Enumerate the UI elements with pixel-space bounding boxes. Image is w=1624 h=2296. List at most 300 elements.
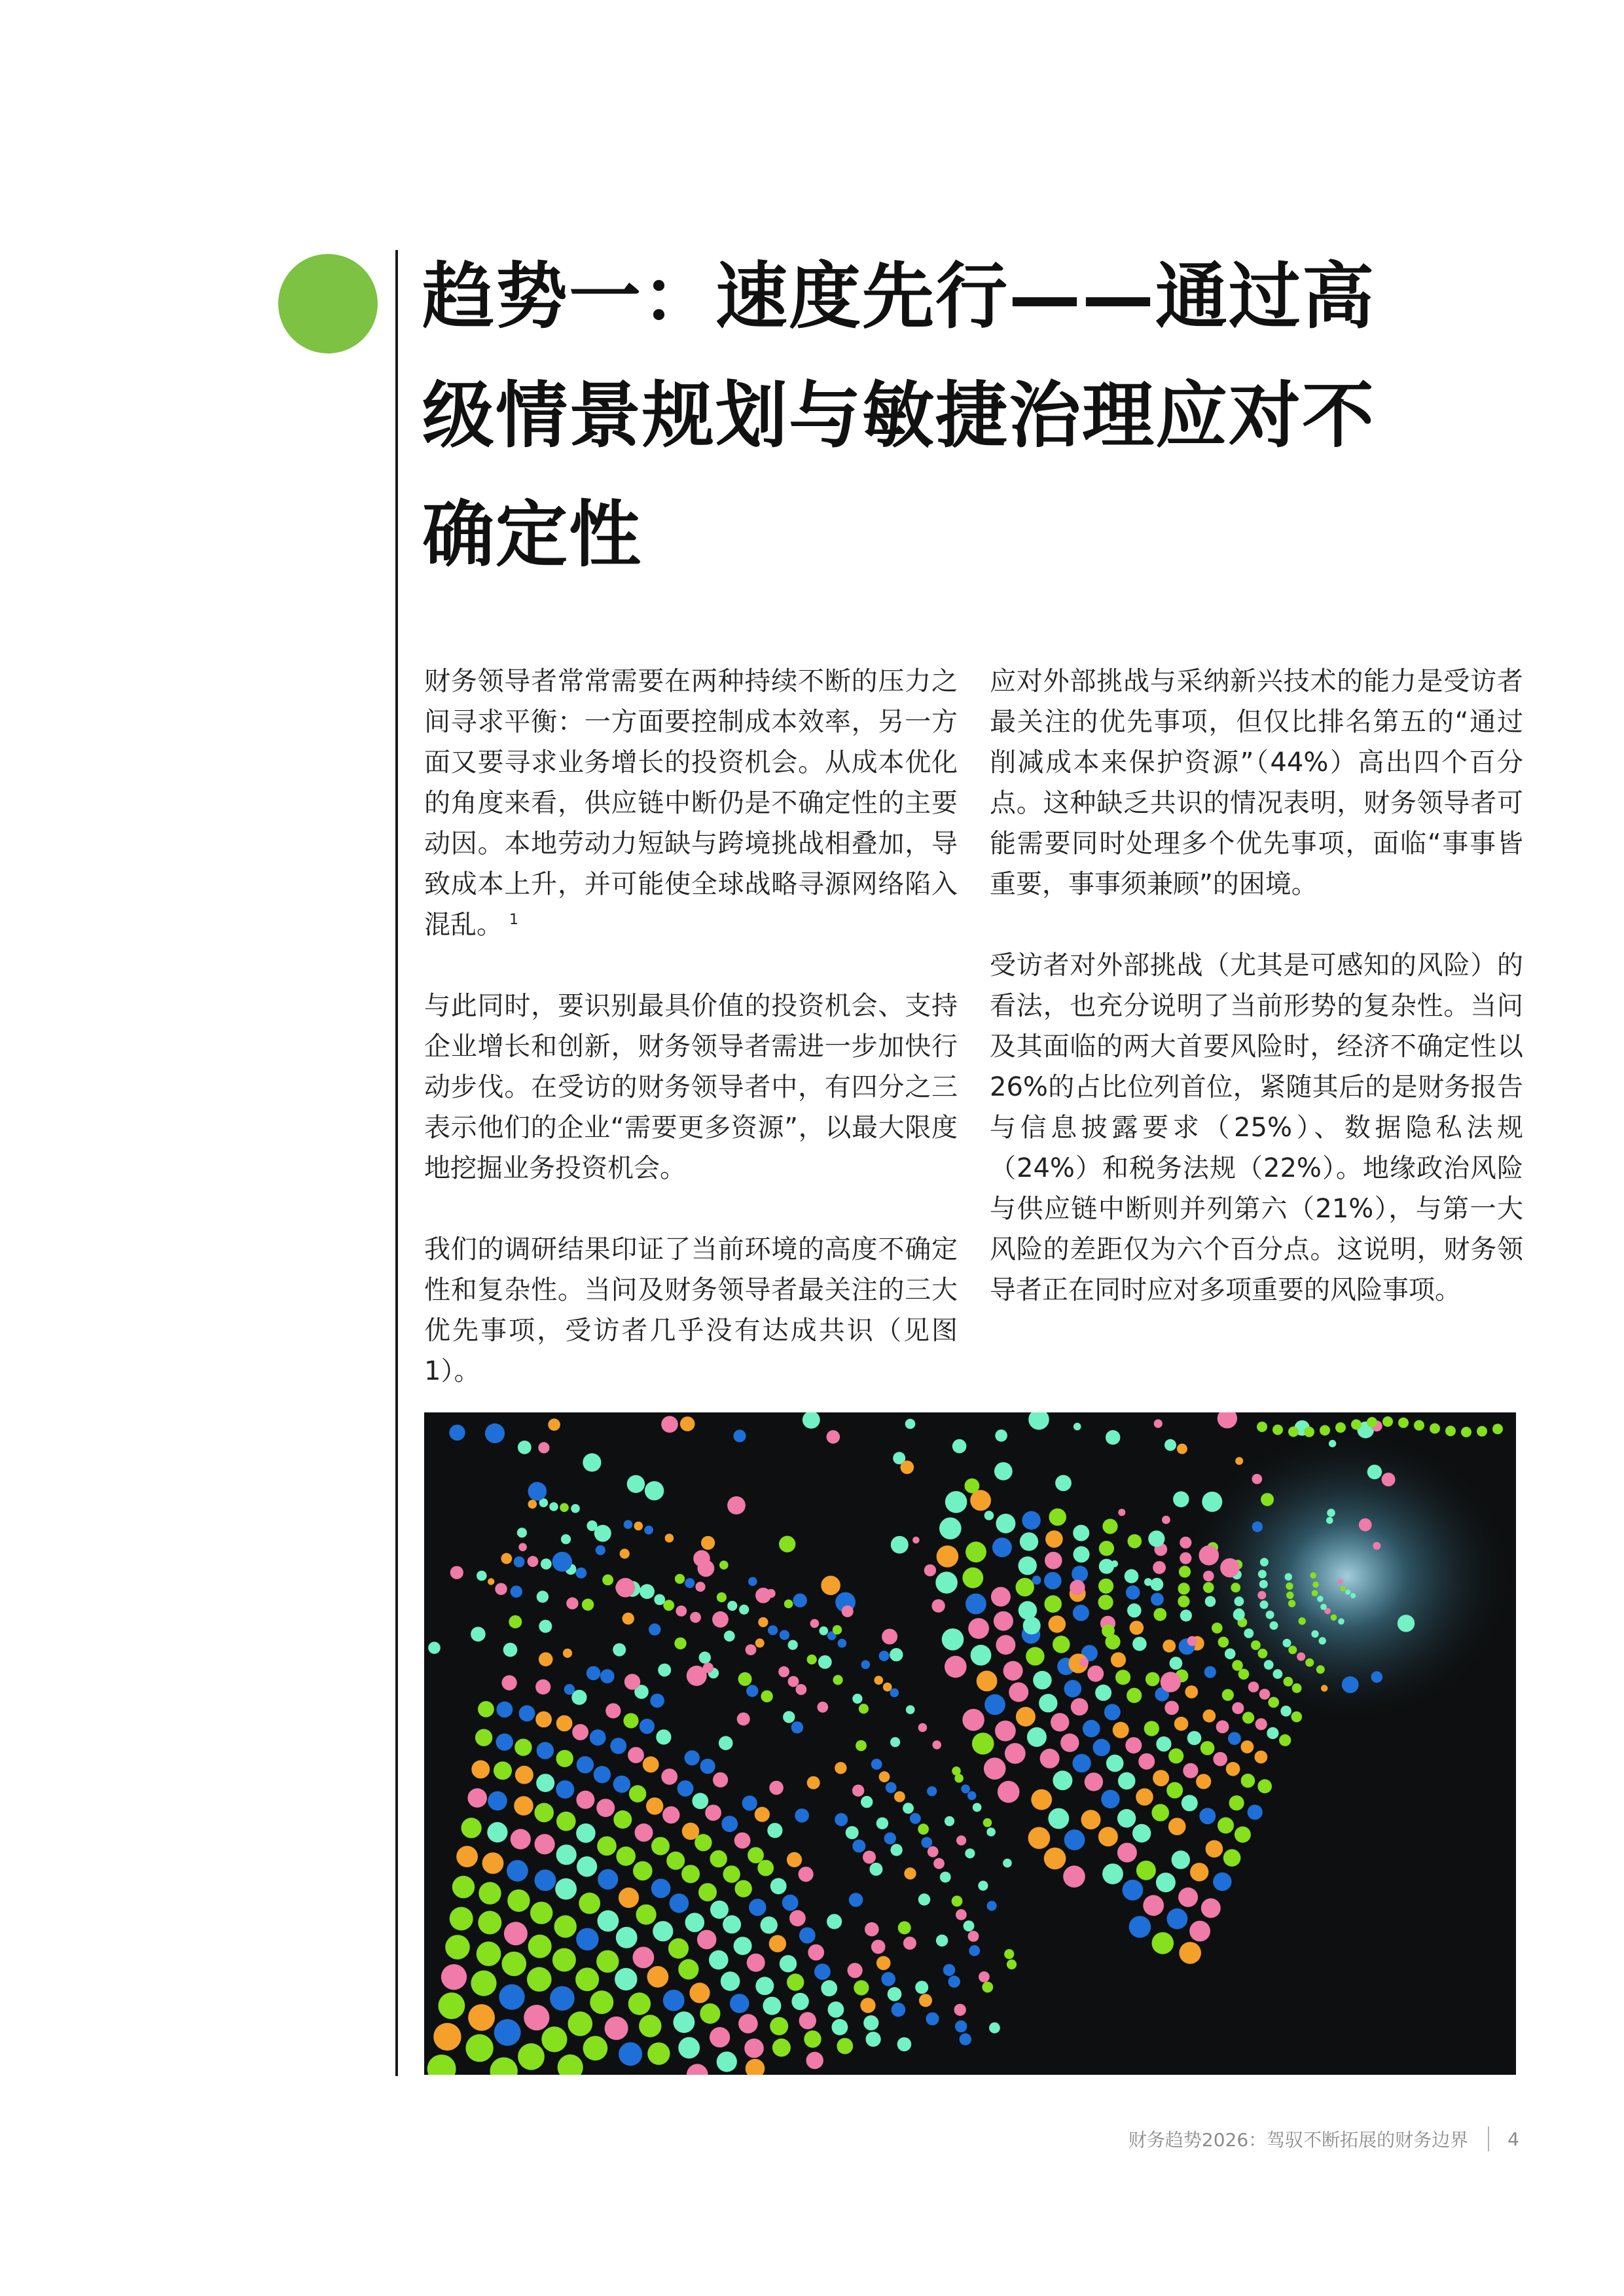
dot [499, 1984, 524, 2010]
dot [433, 2023, 461, 2051]
dot [770, 2017, 788, 2036]
dot [640, 1584, 655, 1599]
dot [827, 1914, 842, 1929]
dot [903, 1803, 914, 1814]
dot [746, 1685, 758, 1696]
dot [450, 1566, 463, 1579]
dot [1098, 1595, 1113, 1610]
dot [1064, 1829, 1085, 1850]
dot [1044, 1572, 1062, 1590]
dot [633, 1946, 655, 1968]
dot [737, 1712, 750, 1725]
dot [1164, 1701, 1179, 1715]
dot [1170, 1657, 1183, 1670]
dot [556, 1750, 573, 1767]
dot [919, 1994, 932, 2007]
dot [1174, 1717, 1189, 1731]
dot [598, 1910, 619, 1932]
dot [619, 2042, 642, 2066]
dot [1154, 1420, 1163, 1428]
dot [1180, 1552, 1191, 1564]
dot [837, 2038, 853, 2054]
dot [1172, 1850, 1190, 1869]
dot [576, 1928, 598, 1950]
dot [471, 1971, 496, 1996]
dot [456, 1846, 478, 1867]
dot [833, 1675, 843, 1685]
dot [518, 1441, 532, 1454]
dot [678, 1959, 698, 1979]
footer-separator [1488, 2126, 1489, 2151]
dot [982, 1982, 993, 1993]
dot [903, 1937, 916, 1950]
dot [1258, 1649, 1268, 1659]
dot [576, 1791, 594, 1809]
dot [1031, 1789, 1052, 1810]
dot [968, 1618, 989, 1639]
dot [1268, 1697, 1279, 1708]
dot [538, 1442, 549, 1453]
dot [590, 1990, 613, 2014]
dot [791, 1993, 808, 2010]
dot [1196, 1774, 1211, 1789]
dot [556, 1844, 577, 1865]
dot [560, 1503, 569, 1513]
dot [640, 1719, 655, 1734]
dot [666, 1852, 685, 1870]
dot [886, 1782, 897, 1793]
dot [487, 1822, 507, 1842]
dot [596, 1545, 605, 1555]
dot [727, 1496, 746, 1515]
dot [1180, 1537, 1191, 1549]
dot [646, 1797, 663, 1814]
dot [662, 1806, 679, 1823]
dot [994, 1462, 1013, 1480]
dot [945, 1656, 967, 1678]
dot [763, 1997, 781, 2015]
dot [1060, 1734, 1079, 1752]
dot [1260, 1600, 1269, 1609]
dot [945, 1491, 967, 1513]
dot [1187, 1731, 1202, 1746]
dot [1102, 1519, 1117, 1534]
dot [1074, 1423, 1081, 1431]
dot [769, 1781, 784, 1795]
dot [780, 1955, 797, 1972]
dot [1144, 1578, 1152, 1586]
dot [1283, 1639, 1291, 1647]
dot [1168, 1748, 1183, 1763]
dot [1304, 1427, 1314, 1437]
dot [832, 2019, 848, 2036]
dot [1118, 1509, 1125, 1516]
dot [1316, 1665, 1325, 1674]
dot [1461, 1427, 1471, 1437]
dot [568, 2011, 593, 2036]
dot [1252, 1474, 1263, 1484]
dot [1023, 1617, 1041, 1634]
dot [1244, 1628, 1254, 1638]
dot [1039, 1694, 1057, 1712]
dot [788, 1676, 799, 1687]
dot [478, 1882, 501, 1904]
dot [1311, 1630, 1318, 1638]
dot [810, 1619, 820, 1628]
dot [1162, 1516, 1170, 1524]
dot [1071, 1698, 1089, 1716]
dot [1252, 1522, 1263, 1532]
dot [1414, 1420, 1424, 1431]
dot [739, 1605, 749, 1615]
dot [1127, 1688, 1142, 1703]
dot [748, 1847, 764, 1863]
dot [861, 1796, 873, 1808]
dot [1218, 1637, 1229, 1648]
dot [1202, 1710, 1216, 1723]
dot [965, 1479, 980, 1494]
dot [610, 1738, 626, 1754]
dot [1019, 1601, 1037, 1619]
dot [727, 1601, 737, 1611]
dot [1102, 1624, 1115, 1638]
dot [554, 1915, 577, 1937]
page-footer [1128, 2126, 1519, 2152]
dot [1320, 1604, 1327, 1610]
dot [665, 1534, 674, 1543]
dot [926, 2013, 939, 2026]
dot [482, 1852, 504, 1874]
dot [594, 1525, 611, 1542]
dot [535, 1679, 550, 1695]
dot [865, 1922, 879, 1937]
dot [1153, 1561, 1166, 1574]
dot [904, 1867, 916, 1879]
dot [1231, 1583, 1240, 1592]
dot [1477, 1426, 1487, 1437]
dot [956, 1835, 966, 1845]
dot [598, 1869, 618, 1890]
dot [1292, 1683, 1302, 1693]
dot [471, 1760, 490, 1778]
dot [799, 1928, 816, 1944]
dot [1081, 1810, 1101, 1829]
dot [996, 1514, 1015, 1534]
dot [943, 1964, 955, 1976]
dot [1106, 1430, 1120, 1444]
dot [1173, 1492, 1189, 1507]
dot [504, 1922, 528, 1945]
dot [624, 1674, 640, 1689]
footer-title: 财务趋势2026：驾驭不断拓展的财务边界 [1128, 2129, 1469, 2151]
dot [738, 2014, 758, 2034]
dot [1335, 1422, 1346, 1433]
dot [852, 1840, 865, 1853]
dot [674, 2011, 695, 2033]
dot [651, 1878, 671, 1898]
dot [717, 1592, 727, 1602]
dot [1351, 1420, 1362, 1430]
dot [1111, 1560, 1119, 1568]
dot [1049, 1615, 1066, 1633]
dot [1132, 1637, 1147, 1651]
right-paragraph-2: 受访者对外部挑战（尤其是可感知的风险）的看法，也充分说明了当前形势的复杂性。当问及其面临的两大首要风险时，经济不确定性以26%的占比位列首位，紧随其后的是财务报告与信息披露要求（25%）、数据隐私法规（24%）和税务法规（22%）。地缘政治风险与供应链中断则并列第六（21%），与第一大风险的差距仅为六个百分点。这说明，财务领导者正在同时应对多项重要的风险事项。 [990, 950, 1523, 1305]
dot [503, 1643, 518, 1657]
dot [1161, 1672, 1181, 1692]
dot [615, 1968, 637, 1990]
dot [496, 1734, 513, 1751]
dot [1136, 1788, 1153, 1806]
dot [647, 2043, 670, 2065]
dot [910, 1813, 921, 1824]
dot [650, 1694, 664, 1708]
dot [962, 1568, 983, 1588]
dot [1220, 1558, 1239, 1577]
dot [996, 1635, 1015, 1655]
dot [616, 1846, 636, 1866]
dot [1319, 1637, 1326, 1644]
dot [1264, 1660, 1274, 1670]
dot [1182, 1795, 1198, 1811]
dot [703, 1662, 713, 1673]
dot [517, 1528, 527, 1537]
dot [713, 1772, 728, 1787]
dot [1260, 1558, 1269, 1566]
dot [890, 1737, 900, 1747]
dot [787, 1852, 802, 1867]
dot [488, 1578, 494, 1585]
dot [539, 1652, 553, 1666]
dot [1027, 1727, 1047, 1747]
dot [1072, 1566, 1088, 1582]
dot [1070, 1580, 1085, 1595]
dot [1093, 1739, 1111, 1757]
dot [984, 1695, 1005, 1715]
dot [566, 1598, 578, 1609]
dot [1203, 1582, 1214, 1593]
dot [1049, 1509, 1066, 1526]
dot [1310, 1572, 1316, 1579]
dot [905, 1419, 916, 1429]
dot [748, 1577, 757, 1587]
dot [804, 2030, 821, 2047]
dot [1398, 1615, 1415, 1632]
dot [514, 1739, 532, 1756]
dot [1143, 1895, 1164, 1916]
dot [1028, 1827, 1051, 1849]
dot [680, 1416, 695, 1431]
dot [1257, 1591, 1266, 1600]
left-paragraph-1-text: 财务领导者常常需要在两种持续不断的压力之间寻求平衡：一方面要控制成本效率，另一方面又要寻求业务增长的投资机会。从成本优化的角度来看，供应链中断仍是不确定性的主要动因。本地劳动力短缺与跨境挑战相叠加，导致成本上升，并可能使全球战略寻源网络陷入混乱。 [424, 666, 958, 940]
dot [935, 1571, 958, 1594]
dot [515, 1766, 533, 1784]
dot [1206, 1840, 1223, 1858]
dot [1259, 1689, 1271, 1700]
dot [767, 1823, 782, 1838]
dot [649, 1623, 660, 1635]
dot [712, 1611, 729, 1628]
dot [1004, 1949, 1014, 1959]
dot [954, 1774, 964, 1783]
left-paragraph-1 [424, 661, 958, 945]
dot [524, 2005, 549, 2030]
dot [478, 1911, 501, 1935]
dot [989, 2022, 1000, 2034]
dot [738, 1672, 752, 1686]
dot [628, 1747, 644, 1763]
dot [1286, 1583, 1293, 1590]
dot [799, 2012, 816, 2029]
dot [761, 1691, 772, 1702]
dot [539, 1620, 552, 1633]
dot [710, 1901, 729, 1919]
dot [1203, 1571, 1214, 1582]
dot [918, 1823, 929, 1835]
dot [860, 1998, 875, 2013]
dot [1204, 1666, 1216, 1678]
dot [452, 1876, 475, 1898]
dot [541, 1558, 552, 1570]
dot [1248, 1681, 1259, 1693]
dot [450, 1907, 473, 1931]
dot [821, 1980, 837, 1996]
dot [1118, 1772, 1136, 1790]
dot [1201, 1898, 1221, 1918]
title-line-2: 级情景规划与敏捷治理应对不 [422, 374, 1375, 457]
dot [468, 2004, 495, 2031]
dot [1087, 1666, 1104, 1682]
dot [689, 1982, 710, 2003]
dot [699, 1651, 711, 1663]
dot [894, 1791, 905, 1803]
dot [629, 1785, 646, 1803]
dot [428, 1641, 441, 1654]
dot [627, 1475, 645, 1493]
dot [511, 1586, 522, 1598]
dot [933, 1858, 945, 1869]
dot [528, 1482, 547, 1501]
dot [705, 1804, 721, 1821]
dot [1026, 1647, 1044, 1665]
dot [955, 2020, 967, 2032]
dot [1123, 1880, 1144, 1901]
dot [755, 1588, 771, 1604]
dot [1101, 1790, 1119, 1808]
dot [651, 1837, 670, 1856]
dot [1257, 1422, 1267, 1432]
dot [769, 1935, 786, 1952]
dot [978, 1881, 988, 1891]
dot [1020, 1532, 1038, 1551]
dot [1235, 1827, 1251, 1843]
dot [1102, 1863, 1123, 1884]
dot [1218, 1818, 1234, 1834]
dot [1273, 1669, 1283, 1679]
dot [1312, 1590, 1318, 1596]
dot [1146, 1672, 1160, 1687]
dot [698, 1883, 717, 1901]
dot [1016, 1707, 1036, 1727]
dot [575, 1568, 586, 1579]
dot [656, 1729, 671, 1744]
dot [1019, 1556, 1037, 1575]
dot [633, 1861, 653, 1881]
dot [509, 1615, 522, 1628]
dot [579, 1893, 600, 1914]
dot [1151, 1578, 1164, 1591]
dot [952, 1895, 963, 1907]
dot [477, 1571, 487, 1581]
dot [1156, 1873, 1176, 1892]
dot [782, 1895, 799, 1911]
dot [1168, 1818, 1186, 1835]
dot [605, 2017, 628, 2040]
dot [793, 1594, 807, 1607]
dot [1040, 1749, 1060, 1768]
dot [717, 2052, 737, 2072]
dot [1212, 1623, 1223, 1634]
dot [973, 1803, 982, 1812]
dot [582, 1599, 594, 1611]
dot [984, 1757, 1006, 1780]
dot [897, 2037, 912, 2052]
dot [1285, 1573, 1292, 1581]
dot [639, 2015, 661, 2037]
dot [835, 1762, 846, 1774]
dot [842, 1605, 854, 1617]
dot [912, 1537, 920, 1544]
dot [556, 1780, 574, 1799]
dot [620, 1549, 630, 1558]
dot [952, 1439, 967, 1454]
dot [1117, 1809, 1136, 1827]
dot [577, 1756, 594, 1773]
dot [1342, 1676, 1359, 1693]
dot [1382, 1416, 1393, 1427]
dot [795, 1808, 809, 1823]
dot [596, 1799, 615, 1817]
dot [1153, 1770, 1169, 1786]
dot [972, 1732, 994, 1755]
dot [624, 1520, 633, 1529]
dot [514, 1796, 533, 1816]
dot [749, 1899, 766, 1916]
dot [971, 1645, 992, 1666]
dot [654, 1594, 665, 1605]
dot [1104, 1704, 1121, 1720]
dot [1190, 1863, 1208, 1881]
dot [1053, 1770, 1072, 1790]
hero-dot-image [424, 1412, 1516, 2075]
dot [1144, 1721, 1159, 1736]
dot [1297, 1653, 1305, 1661]
dot [796, 1684, 807, 1695]
dot [1185, 1685, 1198, 1698]
left-paragraph-2: 与此同时，要识别最具价值的投资机会、支持企业增长和创新，财务领导者需进一步加快行动步伐。在受访的财务领导者中，有四分之三表示他们的企业“需要更多资源”，以最大限度地挖掘业务投资机会。 [424, 991, 958, 1183]
dot [799, 1867, 814, 1882]
dot [449, 1425, 465, 1441]
dot [924, 1564, 936, 1576]
dot [552, 1552, 572, 1571]
dot [1048, 1808, 1069, 1829]
dot [1032, 1575, 1041, 1585]
dot [734, 1833, 751, 1849]
dot [676, 1605, 687, 1617]
dot [623, 1713, 638, 1728]
dot [1151, 1593, 1164, 1606]
footnote-marker[interactable]: 1 [509, 911, 518, 928]
left-text-column [424, 661, 958, 1391]
